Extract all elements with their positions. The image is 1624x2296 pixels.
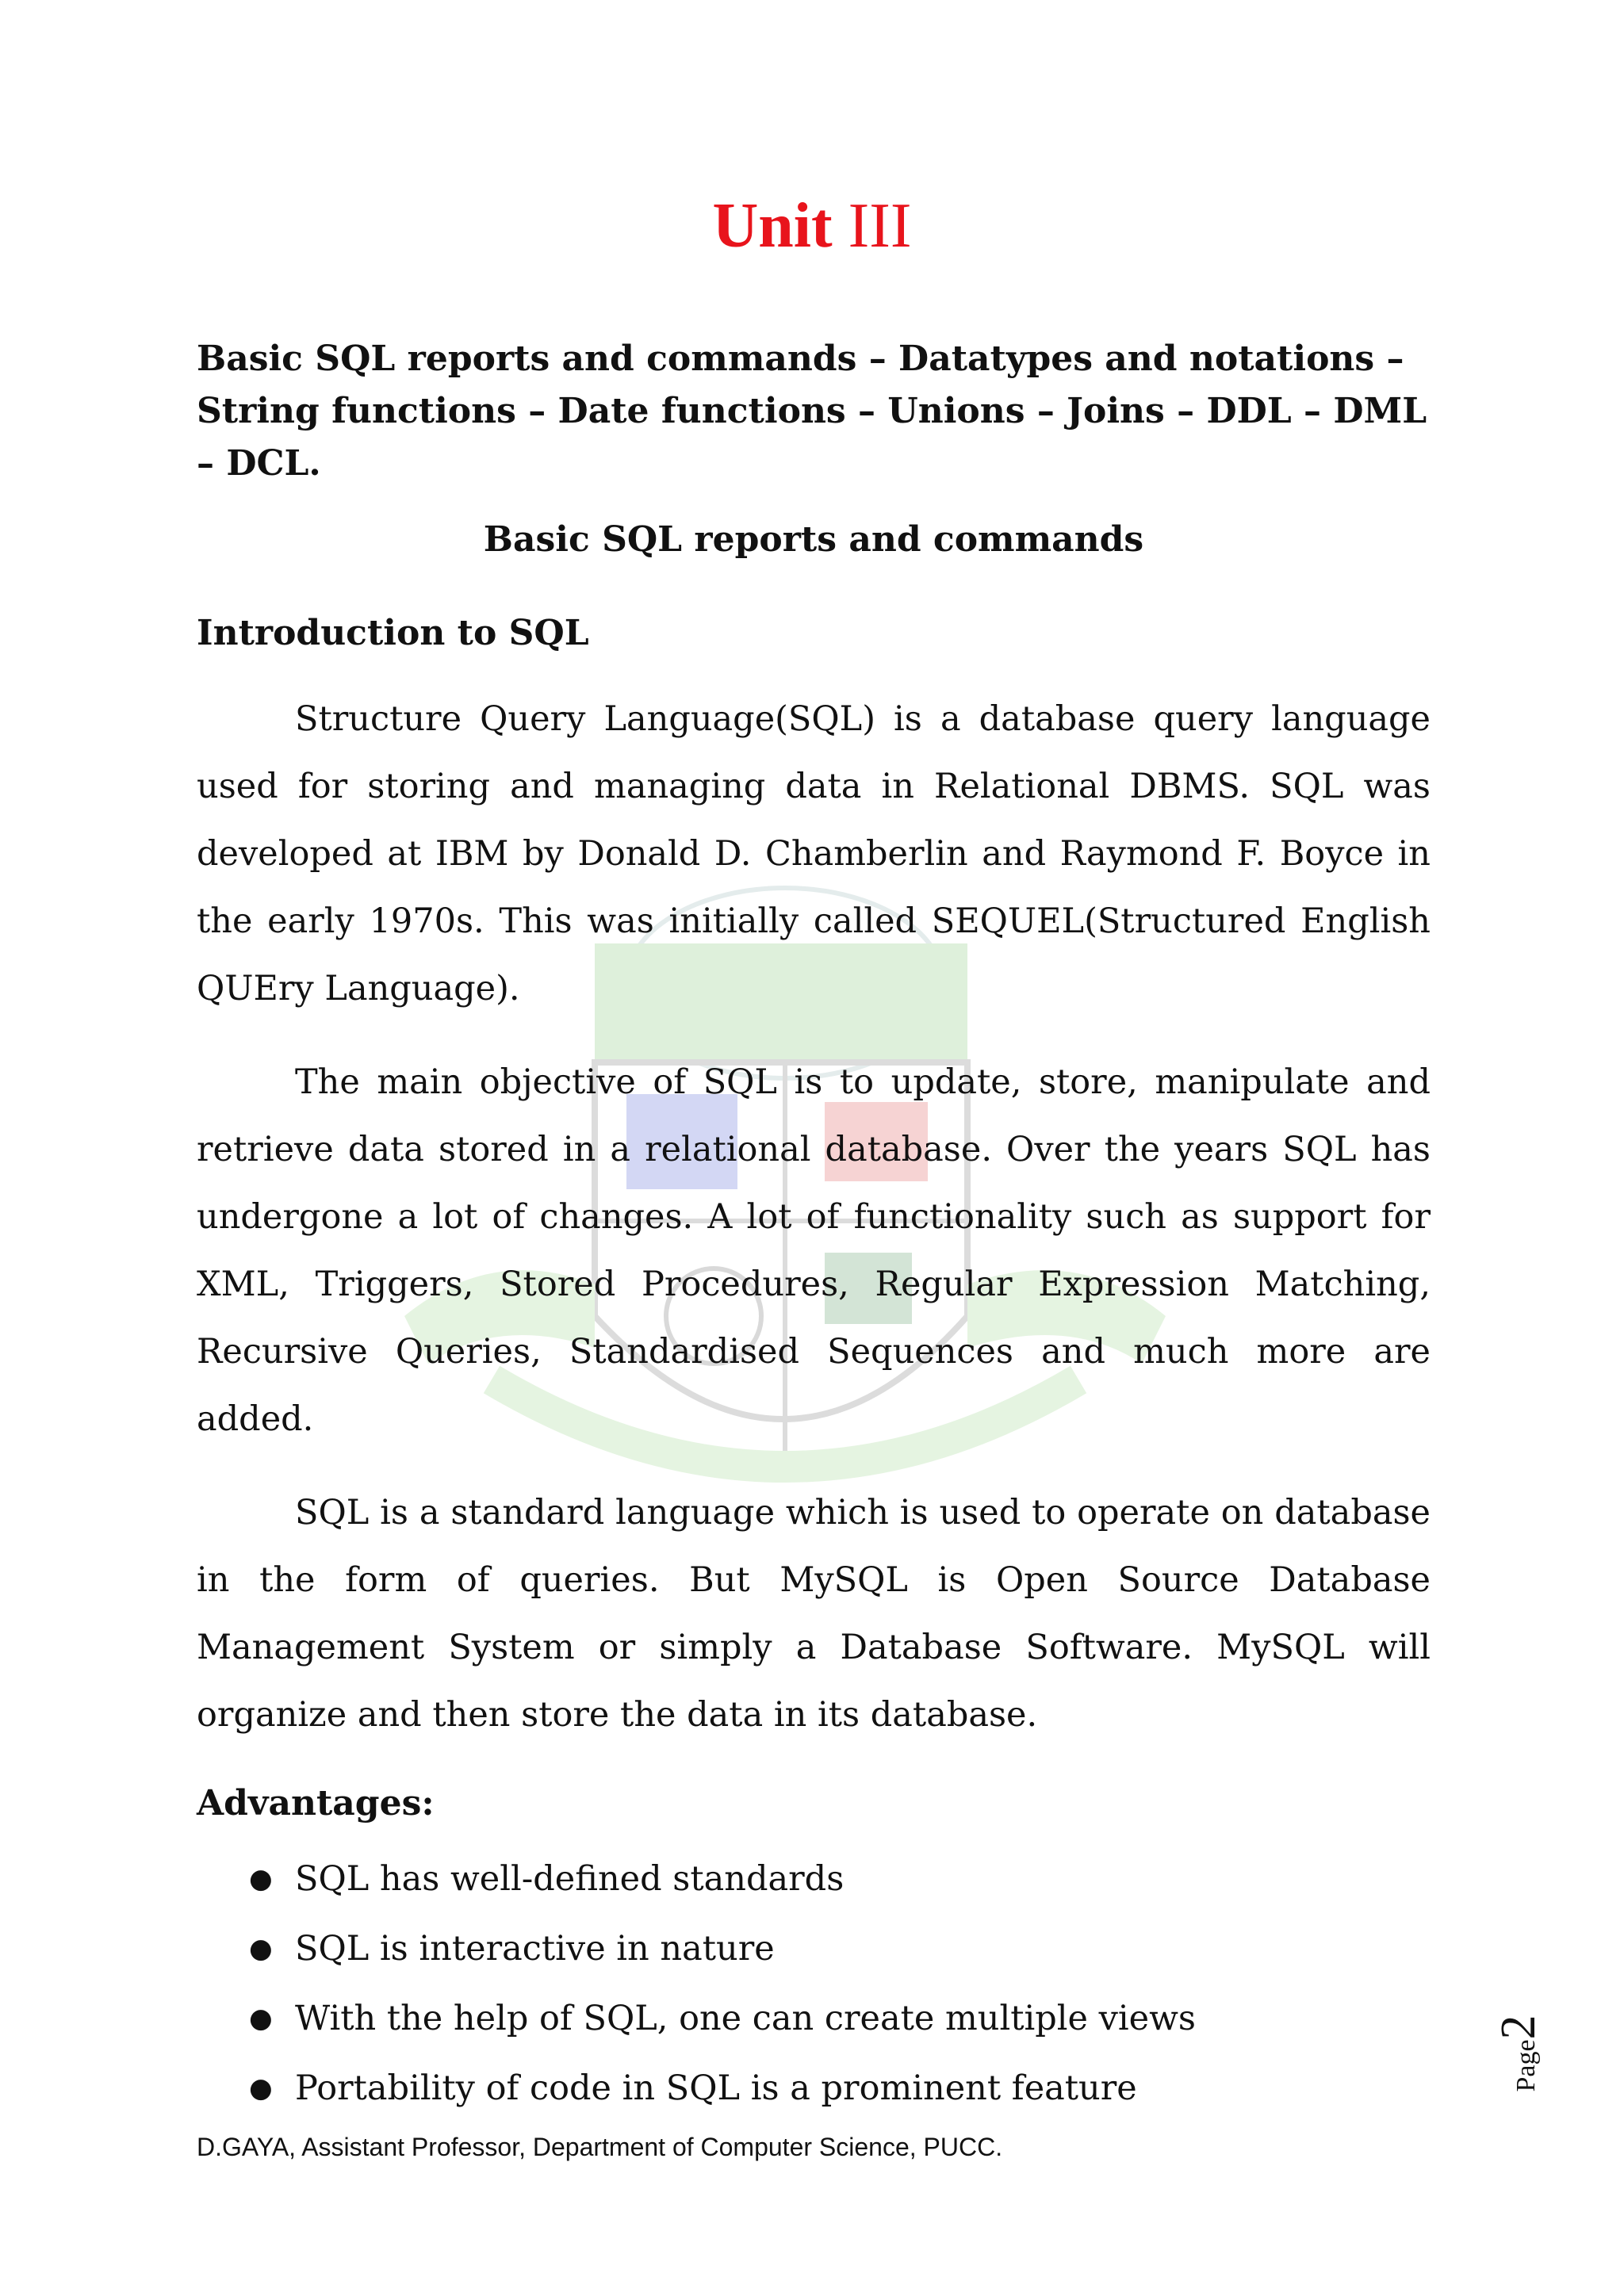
page-number xyxy=(1491,2015,1586,2092)
advantages-list xyxy=(197,1844,1431,2123)
intro-heading: Introduction to SQL xyxy=(197,613,589,653)
list-item-text: SQL is interactive in nature xyxy=(295,1929,775,1969)
list-item-text: With the help of SQL, one can create multiple views xyxy=(295,1999,1196,2038)
list-item xyxy=(197,1984,1431,2053)
bullet-icon: ● xyxy=(249,1933,273,1965)
paragraph-1: Structure Query Language(SQL) is a database query language used for storing and managing data in Relational DBMS. SQL was developed at IBM by Donald D. Chamberlin and Raymond F. Boyce in the early 1970s. This was initially called SEQUEL(Structured English QUEry Language). xyxy=(197,699,1431,1008)
list-item-text: Portability of code in SQL is a prominent feature xyxy=(295,2068,1137,2108)
list-item-text: SQL has well-defined standards xyxy=(295,1859,845,1899)
page-number-value: 2 xyxy=(1492,2015,1545,2040)
unit-title-number: III xyxy=(848,191,912,261)
page-label: Page xyxy=(1511,2039,1541,2092)
bullet-icon: ● xyxy=(249,2072,273,2104)
list-item xyxy=(197,1844,1431,1914)
advantages-heading: Advantages: xyxy=(197,1783,435,1823)
list-item xyxy=(197,1914,1431,1984)
section-heading: Basic SQL reports and commands xyxy=(483,519,1144,560)
main-content xyxy=(197,333,1431,2123)
paragraph-2: The main objective of SQL is to update, store, manipulate and retrieve data stored in a relational database. Over the years SQL has undergone a lot of changes. A lot of functionality such as support for XML, Triggers, Stored Procedures, Regular Expression Matching, Recursive Queries, Standardised Sequences and much more are added. xyxy=(197,1062,1431,1439)
paragraph-3: SQL is a standard language which is used to operate on database in the form of queries. But MySQL is Open Source Database Management System or simply a Database Software. MySQL will organize and then store the data in its database. xyxy=(197,1493,1431,1735)
bullet-icon: ● xyxy=(249,2003,273,2034)
list-item xyxy=(197,2053,1431,2123)
bullet-icon: ● xyxy=(249,1863,273,1895)
page-footer: D.GAYA, Assistant Professor, Department of Computer Science, PUCC. xyxy=(197,2133,1003,2161)
unit-title xyxy=(0,191,1624,261)
unit-title-word: Unit xyxy=(712,191,833,261)
syllabus-topics: Basic SQL reports and commands – Datatypes and notations – String functions – Date functions – Unions – Joins – DDL – DML – DCL. xyxy=(197,339,1427,484)
